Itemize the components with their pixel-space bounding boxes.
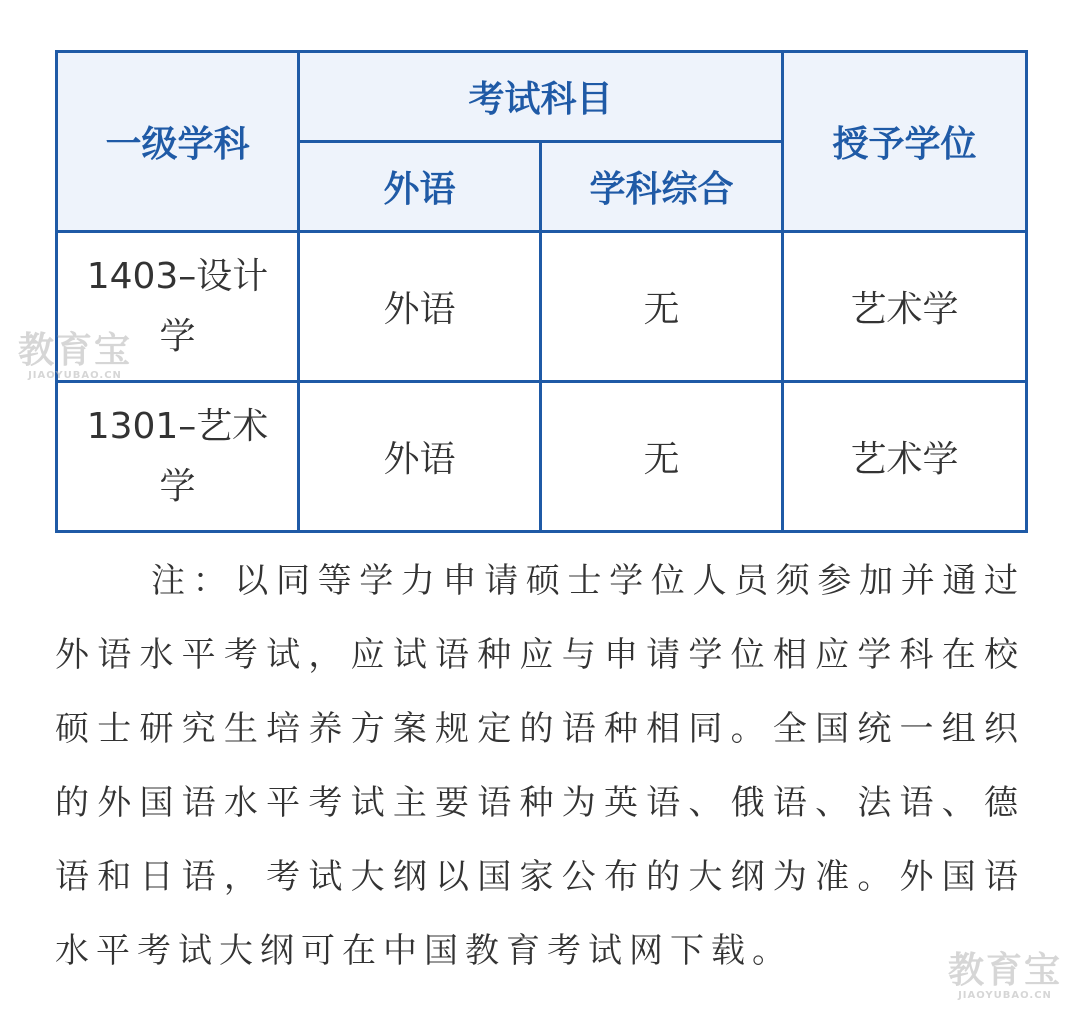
subject-table-container: [55, 50, 1025, 533]
header-exam-subjects: 考试科目: [299, 52, 783, 142]
row-degree: 艺术学: [783, 232, 1027, 382]
row-degree: 艺术学: [783, 382, 1027, 532]
note-paragraph: 注：以同等学力申请硕士学位人员须参加并通过外语水平考试，应试语种应与申请学位相应学科在校硕士研究生培养方案规定的语种相同。全国统一组织的外国语水平考试主要语种为英语、俄语、法语、德语和日语，考试大纲以国家公布的大纲为准。外国语水平考试大纲可在中国教育考试网下载。: [55, 561, 1025, 971]
table-row: [57, 382, 1027, 532]
watermark-domain: JIAOYUBAO.CN: [958, 990, 1052, 1001]
header-foreign-language: 外语: [299, 142, 541, 232]
watermark-logo-left: [18, 332, 132, 382]
row-foreign-language: 外语: [299, 382, 541, 532]
watermark-text: 教育宝: [948, 950, 1063, 991]
header-discipline: 一级学科: [57, 52, 299, 232]
row-foreign-language: 外语: [299, 232, 541, 382]
table-header-row: [57, 52, 1027, 142]
subject-table: [55, 50, 1028, 533]
watermark-logo-right: [948, 952, 1062, 1002]
header-degree-awarded: 授予学位: [783, 52, 1027, 232]
row-discipline-comprehensive: 无: [541, 382, 783, 532]
table-row: [57, 232, 1027, 382]
header-discipline-comprehensive: 学科综合: [541, 142, 783, 232]
row-discipline: 1403–设计学: [57, 232, 299, 382]
watermark-text: 教育宝: [18, 330, 133, 371]
row-discipline-comprehensive: 无: [541, 232, 783, 382]
watermark-domain: JIAOYUBAO.CN: [28, 370, 122, 381]
row-discipline: 1301–艺术学: [57, 382, 299, 532]
